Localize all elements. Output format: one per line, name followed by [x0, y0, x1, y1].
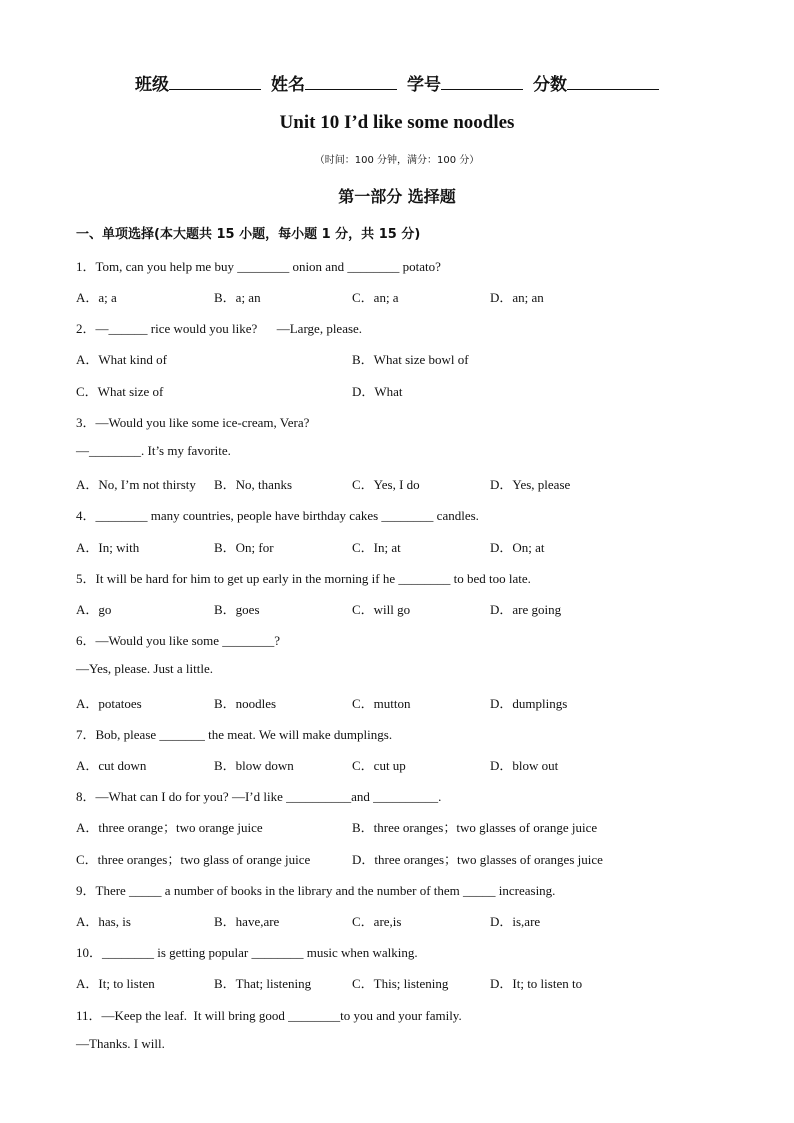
question-5-option-b[interactable]: B．goes — [214, 602, 260, 617]
question-6-option-c[interactable]: C．mutton — [352, 696, 411, 711]
question-7-option-d[interactable]: D．blow out — [490, 758, 559, 773]
question-8-option-c[interactable]: C．three oranges；two glass of orange juice — [76, 852, 311, 867]
name-blank[interactable] — [305, 75, 397, 90]
question-3-option-d[interactable]: D．Yes, please — [490, 477, 571, 492]
question-9-option-c[interactable]: C．are,is — [352, 914, 402, 929]
class-label: 班级 — [135, 75, 169, 95]
question-8-option-b[interactable]: B．three oranges；two glasses of orange juice — [352, 820, 598, 835]
page-title: Unit 10 I’d like some noodles — [279, 112, 515, 133]
question-1-stem: 1．Tom, can you help me buy ________ onion and ________ potato? — [76, 259, 441, 274]
question-9-option-a[interactable]: A．has, is — [76, 914, 131, 929]
question-4-stem: 4．________ many countries, people have birthday cakes ________ candles. — [76, 508, 479, 523]
exam-time-info: （时间：100 分钟，满分：100 分） — [314, 155, 480, 166]
question-8-stem: 8．—What can I do for you? —I’d like __________and __________. — [76, 789, 442, 804]
question-10-option-c[interactable]: C．This; listening — [352, 976, 449, 991]
question-10-stem: 10．________ is getting popular ________ music when walking. — [76, 945, 418, 960]
question-8-option-d[interactable]: D．three oranges；two glasses of oranges juice — [352, 852, 603, 867]
question-5-option-c[interactable]: C．will go — [352, 602, 411, 617]
question-11-stem-line-2: —Thanks. I will. — [76, 1036, 165, 1051]
part-title: 第一部分 选择题 — [338, 187, 456, 206]
question-10-option-b[interactable]: B．That; listening — [214, 976, 312, 991]
question-9-stem: 9．There _____ a number of books in the library and the number of them _____ increasing. — [76, 883, 556, 898]
question-2-option-a[interactable]: A．What kind of — [76, 352, 167, 367]
score-label: 分数 — [533, 75, 567, 95]
question-3-stem-line-2: —________. It’s my favorite. — [76, 443, 231, 458]
question-8-option-a[interactable]: A．three orange；two orange juice — [76, 820, 263, 835]
question-3-option-b[interactable]: B．No, thanks — [214, 477, 293, 492]
question-4-option-d[interactable]: D．On; at — [490, 540, 545, 555]
question-4-option-a[interactable]: A．In; with — [76, 540, 140, 555]
question-6-stem-line-2: —Yes, please. Just a little. — [76, 661, 213, 676]
question-11-stem: 11．—Keep the leaf. It will bring good ________to you and your family. — [76, 1008, 462, 1023]
question-5-stem: 5．It will be hard for him to get up early in the morning if he ________ to bed too late. — [76, 571, 531, 586]
question-6-option-a[interactable]: A．potatoes — [76, 696, 142, 711]
question-7-option-b[interactable]: B．blow down — [214, 758, 294, 773]
question-3-option-a[interactable]: A．No, I’m not thirsty — [76, 477, 196, 492]
score-blank[interactable] — [567, 75, 659, 90]
question-4-option-b[interactable]: B．On; for — [214, 540, 274, 555]
class-blank[interactable] — [169, 75, 261, 90]
question-6-option-b[interactable]: B．noodles — [214, 696, 277, 711]
question-1-option-c[interactable]: C．an; a — [352, 290, 399, 305]
question-9-option-d[interactable]: D．is,are — [490, 914, 541, 929]
question-5-option-a[interactable]: A．go — [76, 602, 112, 617]
question-6-stem: 6．—Would you like some ________? — [76, 633, 281, 648]
question-7-stem: 7．Bob, please _______ the meat. We will make dumplings. — [76, 727, 393, 742]
name-label: 姓名 — [271, 75, 305, 95]
question-3-stem: 3．—Would you like some ice-cream, Vera? — [76, 415, 310, 430]
question-1-option-a[interactable]: A．a; a — [76, 290, 117, 305]
question-6-option-d[interactable]: D．dumplings — [490, 696, 568, 711]
question-9-option-b[interactable]: B．have,are — [214, 914, 280, 929]
question-10-option-a[interactable]: A．It; to listen — [76, 976, 155, 991]
number-blank[interactable] — [441, 75, 523, 90]
question-2-option-c[interactable]: C．What size of — [76, 384, 164, 399]
student-info-header — [0, 70, 794, 95]
question-7-option-c[interactable]: C．cut up — [352, 758, 406, 773]
question-7-option-a[interactable]: A．cut down — [76, 758, 147, 773]
question-2-stem: 2．—______ rice would you like? —Large, please. — [76, 321, 363, 336]
number-label: 学号 — [407, 75, 441, 95]
question-2-option-b[interactable]: B．What size bowl of — [352, 352, 469, 367]
question-1-option-d[interactable]: D．an; an — [490, 290, 544, 305]
question-3-option-c[interactable]: C．Yes, I do — [352, 477, 420, 492]
section-title: 一、单项选择(本大题共 15 小题，每小题 1 分，共 15 分) — [76, 227, 421, 242]
question-10-option-d[interactable]: D．It; to listen to — [490, 976, 583, 991]
question-4-option-c[interactable]: C．In; at — [352, 540, 401, 555]
question-1-option-b[interactable]: B．a; an — [214, 290, 261, 305]
question-2-option-d[interactable]: D．What — [352, 384, 403, 399]
question-5-option-d[interactable]: D．are going — [490, 602, 562, 617]
